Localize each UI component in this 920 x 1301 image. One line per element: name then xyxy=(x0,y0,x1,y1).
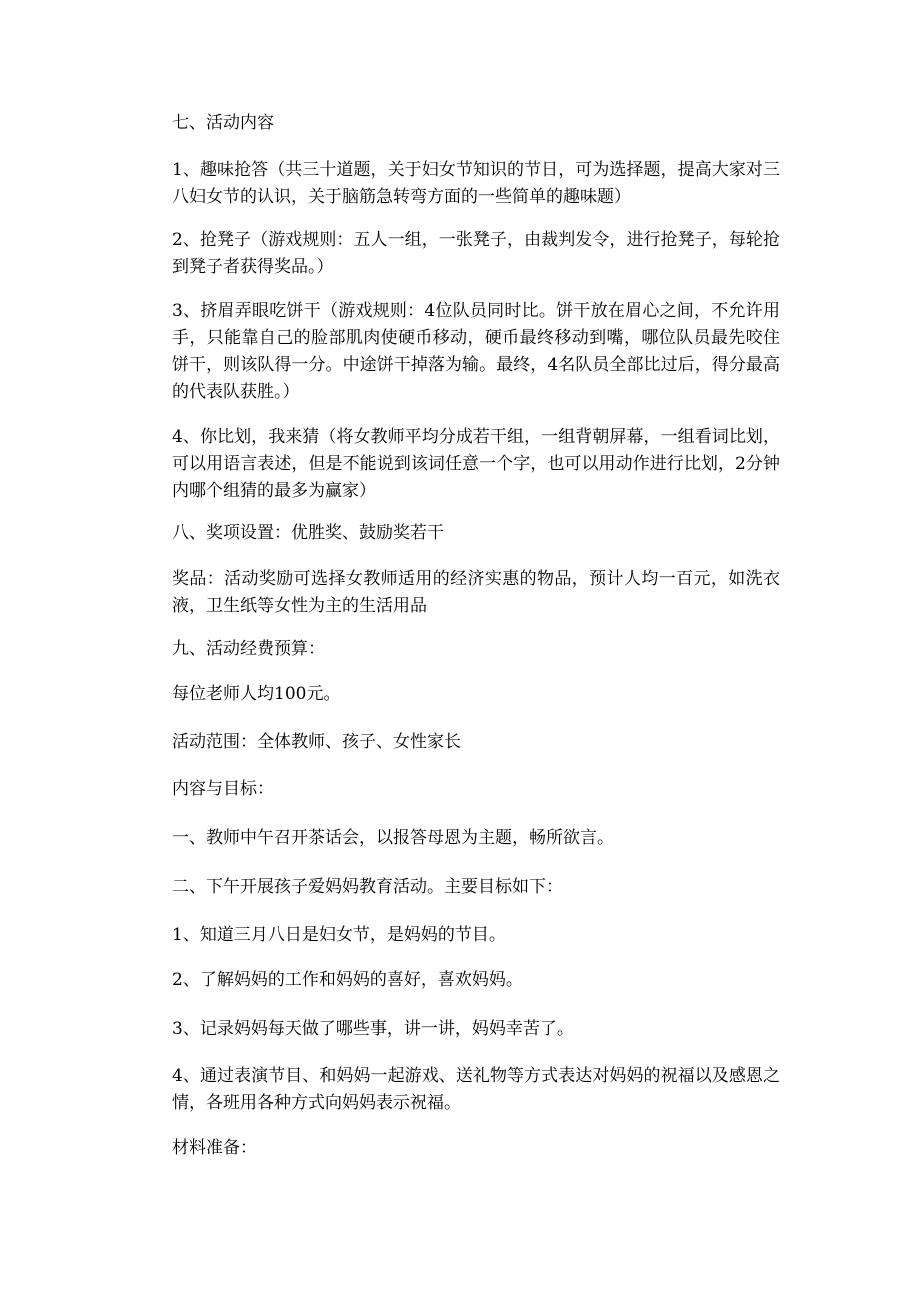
goal-item-4: 4、通过表演节目、和妈妈一起游戏、送礼物等方式表达对妈妈的祝福以及感恩之情，各班用各种方式向妈妈表示祝福。 xyxy=(172,1066,780,1113)
content-goals-heading: 内容与目标： xyxy=(172,779,274,799)
goal-item-3: 3、记录妈妈每天做了哪些事，讲一讲，妈妈幸苦了。 xyxy=(172,1019,574,1039)
section-heading-budget: 九、活动经费预算： xyxy=(172,639,325,659)
activity-item-quiz: 1、趣味抢答（共三十道题，关于妇女节知识的节日，可为选择题，提高大家对三八妇女节的认识，关于脑筋急转弯方面的一些简单的趣味题） xyxy=(172,160,780,207)
goal-item-2: 2、了解妈妈的工作和妈妈的喜好，喜欢妈妈。 xyxy=(172,970,523,990)
goal-item-1: 1、知道三月八日是妇女节，是妈妈的节目。 xyxy=(172,925,506,945)
activity-item-chair-game: 2、抢凳子（游戏规则：五人一组，一张凳子，由裁判发令，进行抢凳子，每轮抢到凳子者获得奖品。） xyxy=(172,230,780,277)
materials-heading: 材料准备： xyxy=(172,1138,257,1158)
section-heading-awards: 八、奖项设置：优胜奖、鼓励奖若干 xyxy=(172,523,444,543)
section-heading-activity-content: 七、活动内容 xyxy=(172,113,274,133)
activity-item-biscuit-game: 3、挤眉弄眼吃饼干（游戏规则：4位队员同时比。饼干放在眉心之间，不允许用手，只能靠自己的脸部肌肉使硬币移动，硬币最终移动到嘴，哪位队员最先咬住饼干，则该队得一分。中途饼干掉落为输。最终，4名队员全部比过后，得分最高的代表队获胜。） xyxy=(172,301,780,402)
budget-text: 每位老师人均100元。 xyxy=(172,684,341,704)
goal-afternoon-activity: 二、下午开展孩子爱妈妈教育活动。主要目标如下： xyxy=(172,877,563,897)
activity-scope-text: 活动范围：全体教师、孩子、女性家长 xyxy=(172,732,461,752)
activity-item-charades: 4、你比划，我来猜（将女教师平均分成若干组，一组背朝屏幕，一组看词比划，可以用语言表述，但是不能说到该词任意一个字，也可以用动作进行比划，2分钟内哪个组猜的最多为赢家） xyxy=(172,427,780,501)
goal-tea-party: 一、教师中午召开茶话会，以报答母恩为主题，畅所欲言。 xyxy=(172,828,614,848)
awards-prizes-text: 奖品：活动奖励可选择女教师适用的经济实惠的物品，预计人均一百元，如洗衣液，卫生纸等女性为主的生活用品 xyxy=(172,569,780,616)
